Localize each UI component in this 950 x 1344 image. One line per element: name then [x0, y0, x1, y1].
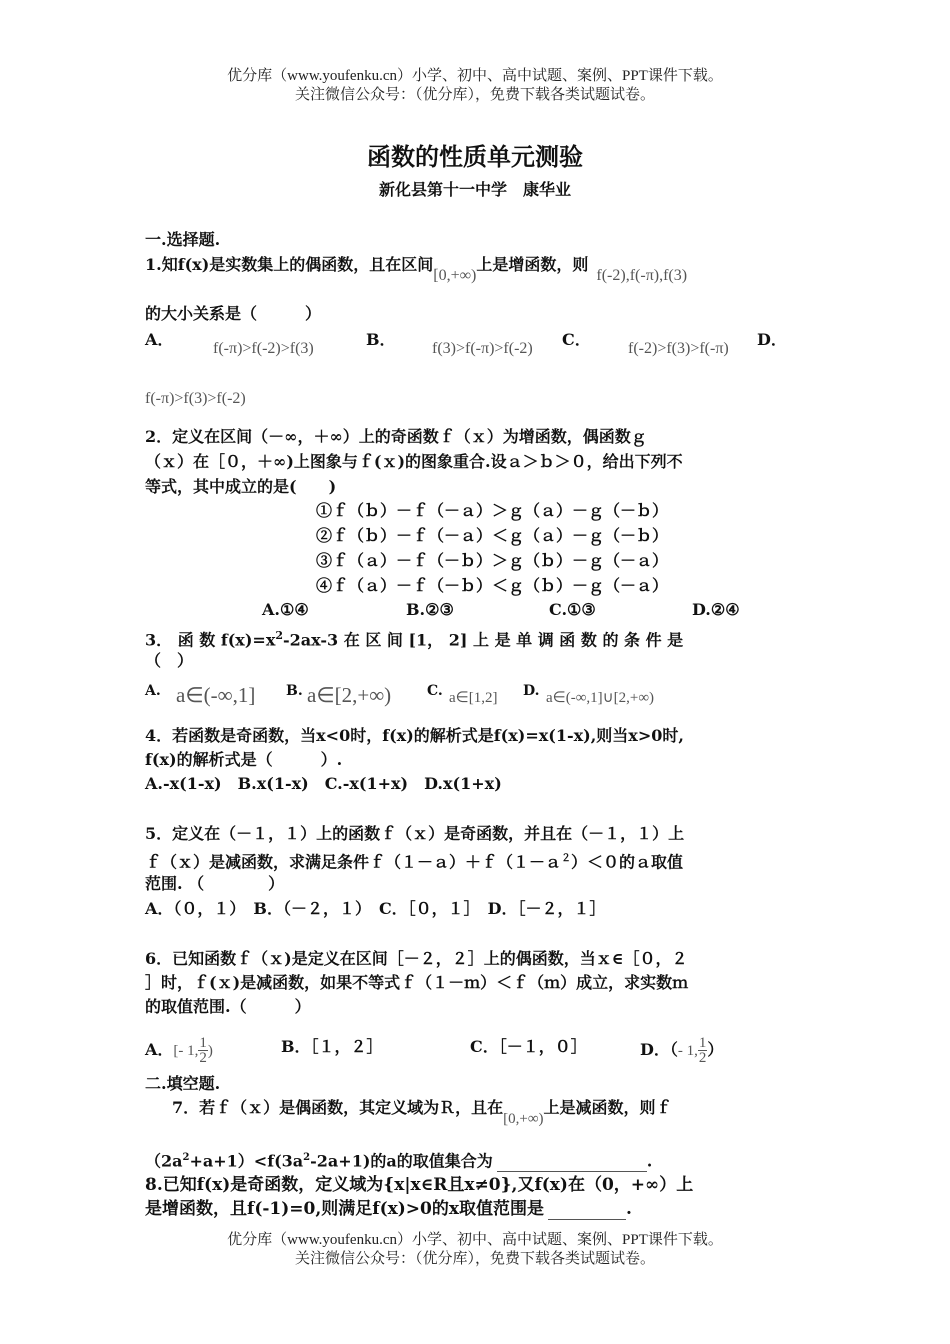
section-fill-heading: 二.填空题.	[145, 1074, 221, 1093]
q1-text-b: 上是增函数，则	[476, 255, 589, 274]
q1-interval: [0,+∞)	[433, 267, 477, 284]
q6-option-b: B．［１，２］	[281, 1037, 383, 1056]
q6-option-c: C．［－１，０］	[470, 1037, 587, 1056]
q7-text-d: +a+1）<f(3a	[189, 1151, 304, 1171]
q3-label-a: A.	[145, 683, 161, 699]
q6-option-a	[145, 1036, 213, 1065]
question-4-line-2: f(x)的解析式是（ ）.	[145, 750, 343, 769]
question-3-line-1	[145, 625, 683, 651]
q6-option-d	[640, 1036, 723, 1065]
q2-option-a: A.①④	[262, 600, 309, 619]
q1-option-c: f(-2)>f(3)>f(-π)	[628, 340, 729, 357]
q3-text-b: -2ax-3 在 区 间 [1， 2] 上 是 单 调 函 数 的 条 件 是	[283, 630, 684, 650]
page-footer-line1: 优分库（www.youfenku.cn）小学、初中、高中试题、案例、PPT课件下载。	[227, 1232, 723, 1248]
q6-a-fraction	[198, 1036, 208, 1065]
q6-a-pre: [- 1,	[173, 1043, 199, 1059]
q6-d-post: ）	[707, 1040, 724, 1059]
q5-text-a: ｆ（ｘ）是减函数，求满足条件ｆ（１－ａ）＋ｆ（１－ａ	[145, 852, 562, 872]
q6-label-d: D．（	[640, 1040, 678, 1059]
q7-text-a: 7．若ｆ（ｘ）是偶函数，其定义域为Ｒ，且在	[172, 1098, 504, 1117]
q1-label-b: B．	[366, 330, 396, 349]
q8-end: .	[626, 1199, 632, 1219]
q6-d-pre: - 1,	[677, 1043, 698, 1059]
q6-a-denominator: 2	[199, 1050, 207, 1066]
question-3-line-2: （ ）	[145, 651, 194, 670]
q7-end: .	[646, 1151, 653, 1171]
q1-label-a: A．	[145, 330, 174, 349]
question-5-options: A．（０，１） B．（－２，１） C．［０，１］ D．［－２，１］	[145, 899, 606, 918]
q2-item-2: ②ｆ（ｂ）－ｆ（－ａ）＜ｇ（ａ）－ｇ（－ｂ）	[316, 526, 669, 545]
q1-label-c: C．	[562, 330, 591, 349]
q1-text-a: 1.知f(x)是实数集上的偶函数，且在区间	[145, 255, 434, 274]
q7-text-e: -2a+1)的a的取值集合为	[310, 1151, 493, 1171]
question-4-line-1: 4．若函数是奇函数，当x<0时，f(x)的解析式是f(x)=x(1-x),则当x>0时,	[145, 726, 684, 745]
q6-a-post: )	[207, 1043, 213, 1059]
author-line: 新化县第十一中学 康华业	[378, 180, 571, 199]
question-7-line-2	[145, 1147, 652, 1172]
question-1-line-1	[145, 254, 688, 284]
q7-sup-1: 2	[182, 1152, 190, 1163]
q2-item-3: ③ｆ（ａ）－ｆ（－ｂ）＞ｇ（ｂ）－ｇ（－ａ）	[316, 551, 669, 570]
q3-sup: 2	[275, 629, 284, 642]
q5-sup: ２	[561, 853, 572, 864]
question-2-line-1: 2．定义在区间（－∞，＋∞）上的奇函数ｆ（ｘ）为增函数，偶函数ｇ	[145, 427, 647, 446]
question-5-line-3: 范围. （ ）	[145, 874, 285, 893]
q1-option-d: f(-π)>f(3)>f(-2)	[145, 390, 246, 407]
question-6-line-1: 6．已知函数ｆ（ｘ)是定义在区间［－２，２］上的偶函数，当ｘ∈［０，２	[145, 949, 688, 968]
q7-answer-blank	[497, 1157, 647, 1172]
q3-label-d: D.	[523, 683, 540, 699]
page-header-line1: 优分库（www.youfenku.cn）小学、初中、高中试题、案例、PPT课件下载。	[227, 68, 723, 84]
question-8-line-1: 8.已知f(x)是奇函数，定义域为{x|x∈R且x≠0},又f(x)在（0，+∞）上	[145, 1175, 694, 1195]
q6-a-numerator: 1	[199, 1035, 207, 1051]
question-8-line-2	[145, 1198, 632, 1220]
q3-option-d: a∈(-∞,1]∪[2,+∞)	[546, 690, 655, 706]
q2-item-1: ①ｆ（ｂ）－ｆ（－ａ）＞ｇ（ａ）－ｇ（－ｂ）	[316, 501, 669, 520]
q6-d-fraction	[698, 1036, 708, 1065]
q6-label-a: A．	[145, 1040, 174, 1059]
q2-option-c: C.①③	[549, 600, 596, 619]
q1-option-b: f(3)>f(-π)>f(-2)	[432, 340, 533, 357]
q3-option-c: a∈[1,2]	[449, 690, 498, 706]
q5-text-b: ）＜０的ａ取值	[571, 852, 684, 872]
question-2-line-3: 等式，其中成立的是( )	[145, 477, 337, 496]
page-header-line2: 关注微信公众号：（优分库），免费下载各类试题试卷。	[294, 87, 655, 103]
q7-interval: [0,+∞)	[503, 1111, 544, 1127]
q3-option-b: a∈[2,+∞)	[307, 683, 392, 707]
q2-option-b: B.②③	[406, 600, 454, 619]
question-5-line-1: 5．定义在（－１，１）上的函数ｆ（ｘ）是奇函数，并且在（－１，１）上	[145, 824, 685, 843]
q1-label-d: D．	[757, 330, 787, 349]
question-1-line-2: 的大小关系是（ ）	[145, 304, 322, 323]
section-choice-heading: 一.选择题.	[145, 230, 221, 249]
q3-option-a: a∈(-∞,1]	[176, 683, 256, 707]
question-4-options: A.-x(1-x) B.x(1-x) C.-x(1+x) D.x(1+x)	[145, 774, 502, 793]
question-5-line-2	[145, 848, 683, 873]
q3-label-b: B.	[286, 683, 303, 699]
q3-text-a: 3． 函 数 f(x)=x	[145, 630, 276, 650]
page-title: 函数的性质单元测验	[367, 142, 583, 171]
question-7-line-1	[172, 1097, 672, 1127]
question-6-line-3: 的取值范围.（ ）	[145, 997, 311, 1016]
page-footer-line2: 关注微信公众号：（优分库），免费下载各类试题试卷。	[294, 1251, 655, 1267]
q8-answer-blank	[548, 1209, 626, 1220]
q3-label-c: C.	[427, 683, 443, 699]
question-2-line-2: （ｘ）在［０，＋∞)上图象与ｆ(ｘ)的图象重合.设ａ＞ｂ＞０，给出下列不	[145, 452, 683, 471]
q1-option-a: f(-π)>f(-2)>f(3)	[213, 340, 314, 357]
question-6-line-2: ］时，ｆ(ｘ)是减函数，如果不等式ｆ（１－ｍ）＜ｆ（ｍ）成立，求实数ｍ	[145, 973, 689, 992]
q6-d-denominator: 2	[698, 1050, 707, 1066]
q7-text-b: 上是减函数，则ｆ	[543, 1098, 672, 1117]
q7-sup-2: 2	[303, 1152, 311, 1163]
q6-d-numerator: 1	[698, 1035, 707, 1051]
q2-item-4: ④ｆ（ａ）－ｆ（－ｂ）＜ｇ（ｂ）－ｇ（－ａ）	[316, 576, 669, 595]
q8-text: 是增函数，且f(-1)=0,则满足f(x)>0的x取值范围是	[145, 1199, 545, 1219]
q2-option-d: D.②④	[692, 600, 740, 619]
q1-expression: f(-2),f(-π),f(3)	[596, 267, 688, 284]
q7-text-c: （2a	[145, 1151, 183, 1171]
